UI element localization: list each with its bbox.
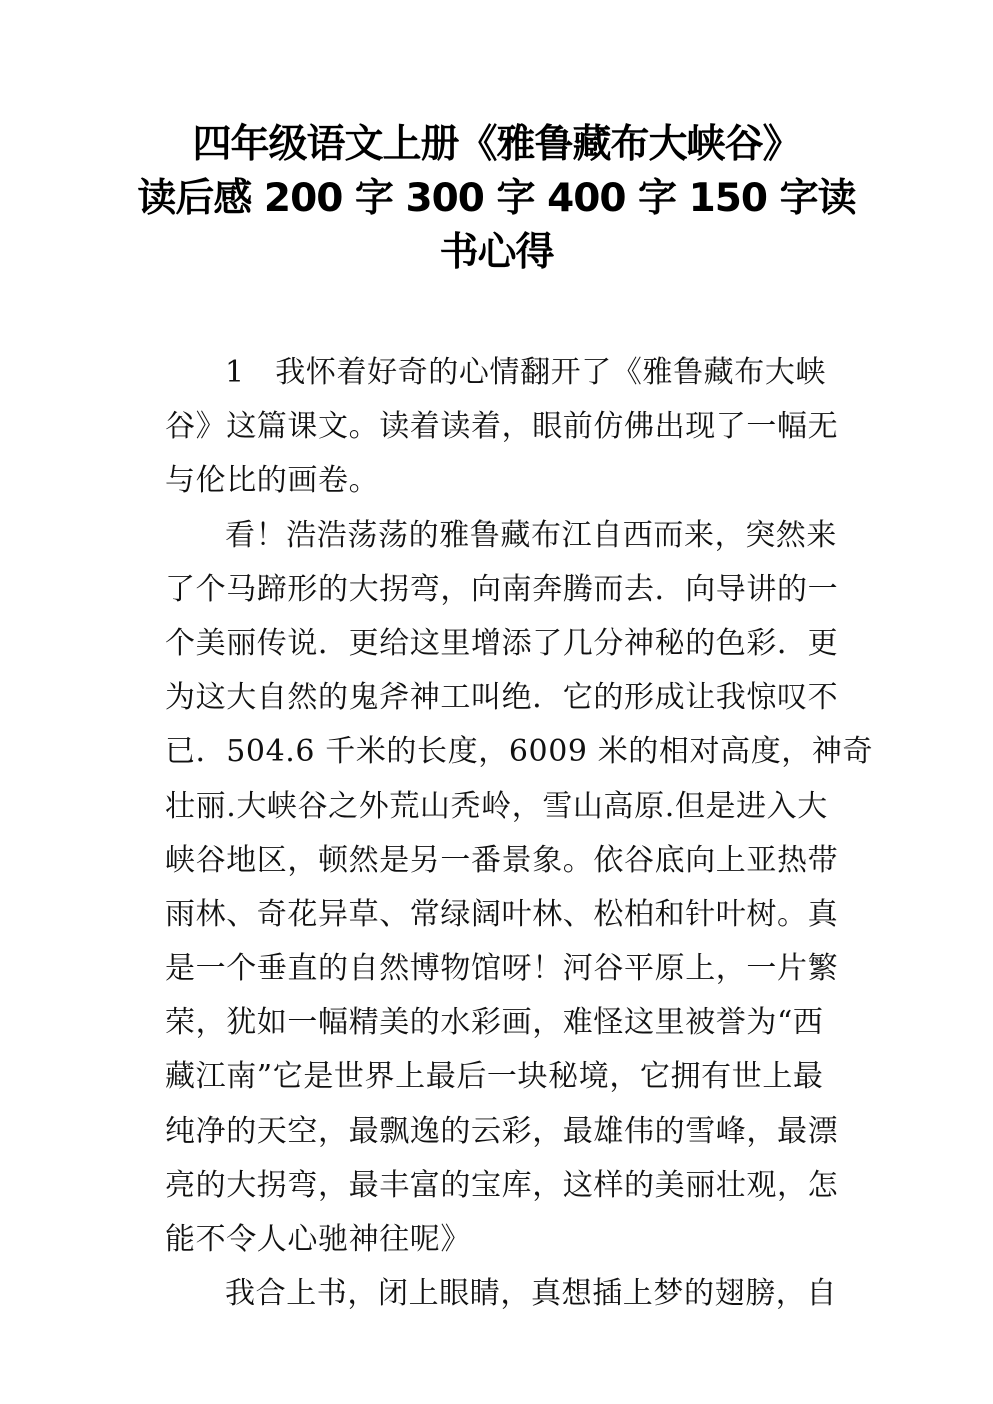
paragraph-line: 是一个垂直的自然博物馆呀！河谷平原上，一片繁 — [165, 951, 839, 987]
paragraph-line: 为这大自然的鬼斧神工叫绝．它的形成让我惊叹不 — [165, 680, 839, 716]
title-line-2: 读后感 200 字 300 字 400 字 150 字读 — [137, 176, 856, 221]
paragraph-line: 纯净的天空，最飘逸的云彩，最雄伟的雪峰，最漂 — [165, 1113, 839, 1149]
paragraph-line: 亮的大拐弯，最丰富的宝库，这样的美丽壮观，怎 — [165, 1167, 839, 1203]
title-line-3: 书心得 — [439, 230, 554, 275]
paragraph-line: 谷》这篇课文。读着读着，眼前仿佛出现了一幅无 — [165, 409, 839, 445]
paragraph-line: 荣，犹如一幅精美的水彩画，难怪这里被誉为“西 — [165, 1005, 824, 1041]
paragraph-line: 峡谷地区，顿然是另一番景象。依谷底向上亚热带 — [165, 842, 839, 878]
paragraph-line: 看！浩浩荡荡的雅鲁藏布江自西而来，突然来 — [225, 517, 837, 553]
paragraph-3 — [165, 1267, 835, 1321]
paragraph-line: 已．504.6 千米的长度，6009 米的相对高度，神奇 — [165, 734, 874, 770]
paragraph-2 — [165, 509, 874, 1268]
paragraph-1 — [165, 346, 839, 509]
paragraph-line: 了个马蹄形的大拐弯，向南奔腾而去．向导讲的一 — [165, 571, 839, 607]
paragraph-line: 与伦比的画卷。 — [165, 463, 380, 499]
document-title — [0, 118, 993, 280]
paragraph-line: 个美丽传说．更给这里增添了几分神秘的色彩．更 — [165, 625, 839, 661]
paragraph-line: 壮丽.大峡谷之外荒山秃岭，雪山高原.但是进入大 — [165, 788, 828, 824]
paragraph-line: 能不令人心驰神往呢》 — [165, 1222, 471, 1257]
title-line-1: 四年级语文上册《雅鲁藏布大峡谷》 — [192, 122, 801, 167]
paragraph-line: 雨林、奇花异草、常绿阔叶林、松柏和针叶树。真 — [165, 896, 839, 932]
document-body — [165, 346, 874, 1321]
paragraph-line: 藏江南”它是世界上最后一块秘境，它拥有世上最 — [165, 1059, 824, 1095]
paragraph-line: 1 我怀着好奇的心情翻开了《雅鲁藏布大峡 — [225, 355, 827, 390]
paragraph-line: 我合上书，闭上眼睛，真想插上梦的翅膀，自 — [225, 1276, 837, 1312]
